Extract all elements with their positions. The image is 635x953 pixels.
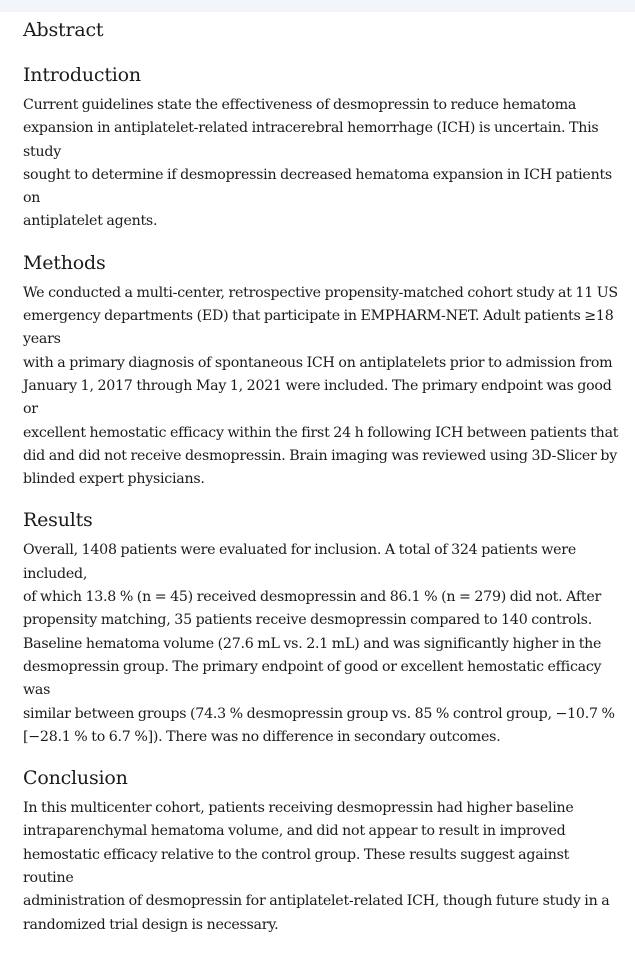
text-line: administration of desmopressin for antiplatelet-related ICH, though future study in a [23,893,610,910]
results-heading: Results [23,509,93,532]
text-line: similar between groups (74.3 % desmopressin group vs. 85 % control group, −10.7 % [23,705,615,722]
methods-text [23,282,623,492]
text-line: antiplatelet agents. [23,213,158,230]
text-line: desmopressin group. The primary endpoint of good or excellent hemostatic efficacy was [23,658,602,699]
text-line: Baseline hematoma volume (27.6 mL vs. 2.1 mL) and was significantly higher in the [23,635,602,652]
conclusion-text [23,797,623,937]
section-introduction [23,62,623,234]
conclusion-heading: Conclusion [23,767,128,790]
text-line: [−28.1 % to 6.7 %]). There was no difference in secondary outcomes. [23,728,501,745]
abstract-container [23,16,623,953]
text-line: We conducted a multi-center, retrospective propensity-matched cohort study at 11 US [23,284,618,301]
abstract-heading: Abstract [23,19,104,41]
methods-heading: Methods [23,251,106,274]
text-line: hemostatic efficacy relative to the control group. These results suggest against routine [23,846,570,887]
text-line: of which 13.8 % (n = 45) received desmopressin and 86.1 % (n = 279) did not. After [23,589,602,606]
text-line: with a primary diagnosis of spontaneous ICH on antiplatelets prior to admission from [23,354,613,371]
introduction-text [23,94,623,234]
section-methods [23,250,623,492]
text-line: emergency departments (ED) that participate in EMPHARM-NET. Adult patients ≥18 years [23,308,614,348]
text-line: January 1, 2017 through May 1, 2021 were included. The primary endpoint was good or [23,377,612,418]
results-text [23,539,623,749]
text-line: Current guidelines state the effectiveness of desmopressin to reduce hematoma [23,97,577,113]
text-line: randomized trial design is necessary. [23,916,279,933]
text-line: did and did not receive desmopressin. Brain imaging was reviewed using 3D-Slicer by [23,447,617,464]
introduction-heading: Introduction [23,64,141,86]
text-line: In this multicenter cohort, patients receiving desmopressin had higher baseline [23,800,574,817]
text-line: excellent hemostatic efficacy within the first 24 h following ICH between patients that [23,424,619,441]
section-results [23,507,623,749]
text-line: Overall, 1408 patients were evaluated for inclusion. A total of 324 patients were included, [23,542,576,582]
text-line: sought to determine if desmopressin decreased hematoma expansion in ICH patients on [23,166,612,207]
text-line: expansion in antiplatelet-related intracerebral hemorrhage (ICH) is uncertain. This study [23,120,599,160]
text-line: blinded expert physicians. [23,471,205,488]
top-bar [0,0,635,12]
text-line: intraparenchymal hematoma volume, and did not appear to result in improved [23,823,566,840]
section-conclusion [23,765,623,937]
text-line: propensity matching, 35 patients receive desmopressin compared to 140 controls. [23,612,592,629]
